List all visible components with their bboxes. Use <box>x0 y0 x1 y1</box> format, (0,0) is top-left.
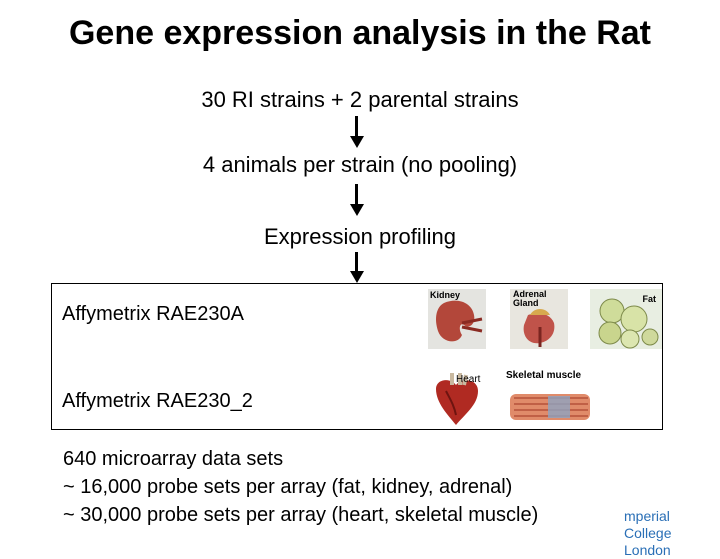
flow-step-profiling: Expression profiling <box>264 224 456 249</box>
tissue-label-adrenal-line2: Gland <box>513 298 539 308</box>
kidney-image <box>428 289 486 349</box>
tissue-label-skeletal-muscle: Skeletal muscle <box>506 370 582 381</box>
heart-image <box>428 371 486 427</box>
tissue-label-fat: Fat <box>642 294 656 304</box>
skeletal-muscle-image <box>504 370 604 428</box>
logo-line1: mperial College <box>624 508 672 541</box>
flow-step-strains: 30 RI strains + 2 parental strains <box>201 87 519 112</box>
tissue-label-adrenal-line1: Adrenal <box>513 289 547 299</box>
adrenal-gland-image <box>510 289 568 349</box>
tissue-label-adrenal <box>513 290 547 308</box>
arrow-down-icon <box>350 252 364 283</box>
fat-tissue-image <box>590 289 662 349</box>
tissue-label-kidney: Kidney <box>430 290 461 300</box>
platform-label-rae230-2: Affymetrix RAE230_2 <box>62 390 253 412</box>
flow-step-animals: 4 animals per strain (no pooling) <box>202 152 518 177</box>
summary-line-30k-probes: ~ 30,000 probe sets per array (heart, skeletal muscle) <box>63 504 539 526</box>
slide-title: Gene expression analysis in the Rat <box>68 14 651 52</box>
logo-line2: London <box>624 542 671 558</box>
arrow-down-icon <box>350 184 364 216</box>
platform-label-rae230a: Affymetrix RAE230A <box>62 303 244 325</box>
summary-line-16k-probes: ~ 16,000 probe sets per array (fat, kidney, adrenal) <box>63 476 513 498</box>
arrow-down-icon <box>350 116 364 148</box>
summary-text <box>63 445 538 529</box>
imperial-college-logo <box>624 508 720 559</box>
summary-line-datasets: 640 microarray data sets <box>63 448 284 470</box>
tissue-label-heart: Heart <box>456 374 481 385</box>
